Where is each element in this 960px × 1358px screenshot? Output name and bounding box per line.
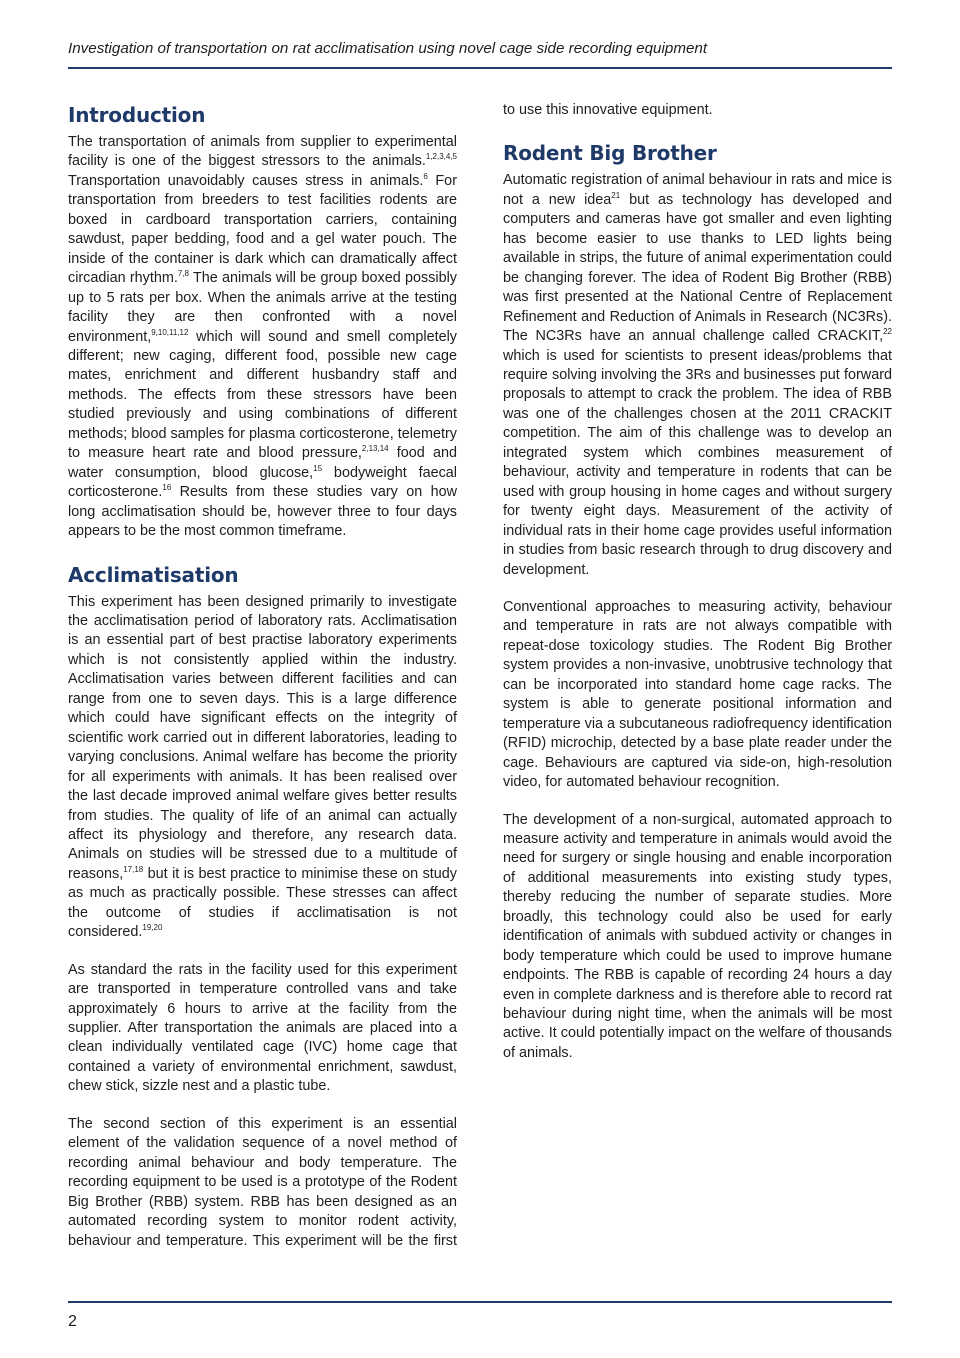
section-gap [503, 120, 892, 138]
text-run: Results from these studies vary on how long acclimatisation should be, however three to four days appears to be the most common timeframe. [68, 484, 457, 540]
introduction-heading: Introduction [68, 103, 206, 127]
citation-ref: 15 [313, 463, 323, 473]
acclimatisation-paragraph-1 [68, 593, 457, 943]
left-column [68, 100, 457, 1251]
right-column [503, 101, 892, 1063]
text-run: Automatic registration of animal behaviour in rats and mice is not a new idea [503, 172, 892, 208]
rodent-big-brother-heading: Rodent Big Brother [503, 141, 717, 166]
column-continuation-space [503, 101, 892, 138]
rbb-paragraph-2: Conventional approaches to measuring activity, behaviour and temperature in rats are not always compatible with repeat-dose toxicology studies. The Rodent Big Brother system provides a non-invasive, unobtrusive technology that can be incorporated into standard home cage racks. The system is able to generate positional information and temperature via a subcutaneous radiofrequency identification (RFID) microchip, detected by a base plate reader under the cage. Behaviours are captured via side-on, high-resolution video, for automated behaviour recognition. [503, 598, 892, 791]
acclimatisation-heading: Acclimatisation [68, 562, 239, 587]
page-number: 2 [68, 1313, 77, 1330]
citation-ref: 7,8 [177, 269, 189, 279]
citation-ref: 21 [611, 190, 621, 200]
citation-ref: 9,10,11,12 [151, 327, 189, 337]
citation-ref: 1,2,3,4,5 [425, 152, 457, 162]
header-rule [68, 67, 892, 69]
acclimatisation-paragraph-2: As standard the rats in the facility used for this experiment are transported in temperature controlled vans and take approximately 6 hours to arrive at the facility from the supplier. After transportation the animals are placed into a clean individually ventilated cage (IVC) home cage that contained a variety of environmental enrichment, sawdust, chew stick, sizzle nest and a plastic tube. [68, 961, 457, 1095]
text-run: The animals will be group boxed possibly up to 5 rats per box. When the animals arrive at the testing facility they are then confronted with a novel environment, [68, 270, 457, 345]
acclimatisation-paragraph-3: The second section of this experiment is an essential element of the validation sequence of a novel method of recording animal behaviour and body temperature. The recording equipment to be used is a prototype of the Rodent Big Brother (RBB) system. RBB has been designed as an automated recording system to monitor rodent activity, behaviour and temperature. This experiment will be the first [68, 1115, 457, 1249]
citation-ref: 16 [162, 483, 172, 493]
text-run: which is used for scientists to present ideas/problems that require solving involving the 3Rs and businesses put forward proposals to attempt to crack the problem. The idea of RBB was one of the challenges chosen at the 2011 CRACKIT competition. The aim of this challenge was to develop an integrated system which combines measurement of behaviour, activity and temperature in rodents that can be used with group housing in home cages and without surgery for twenty eight days. Measurement of the activity of individual rats in their home cage provides useful information in studies from basic research through to drug discovery and development. [503, 347, 892, 578]
text-run: This experiment has been designed primarily to investigate the acclimatisation period of laboratory rats. Acclimatisation is an essential part of best practise laboratory experiments which is not consistently applied within the industry. Acclimatisation varies between different facilities and can range from one to seven days. This is a large difference which could have significant effects on the integrity of scientific work carried out in different laboratories, leading to varying conclusions. Animal welfare has become the priority for all experiments with animals. It has been realised over the last decade improved animal welfare gives better results from studies. The quality of life of an animal can actually affect its physiology and therefore, any research data. Animals on studies will be stressed due to a multitude of reasons, [68, 593, 457, 882]
footer-rule [68, 1301, 892, 1303]
running-header: Investigation of transportation on rat acclimatisation using novel cage side recording equipment [68, 40, 708, 57]
text-run: but it is best practice to minimise these on study as much as practically possible. These stresses can affect the outcome of studies if acclimatisation is not considered. [68, 865, 457, 941]
rbb-paragraph-1 [503, 171, 892, 580]
text-run: The transportation of animals from supplier to experimental facility is one of the biggest stressors to the animals. [68, 134, 457, 170]
text-run: which will sound and smell completely different; new caging, different food, possible new cage mates, enrichment and different husbandry staff and methods. The effects from these stressors have been studied previously and using combinations of different methods; blood samples for plasma corticosterone, telemetry to measure heart rate and blood pressure, [68, 328, 457, 462]
citation-ref: 22 [883, 327, 892, 337]
text-run: For transportation from breeders to test facilities rodents are boxed in cardboard transportation carriers, containing sawdust, paper bedding, food and a gel water pouch. The inside of the container is dark which can dramatically affect circadian rhythm. [68, 172, 457, 287]
citation-ref: 6 [423, 171, 428, 181]
text-run: bodyweight faecal corticosterone. [68, 464, 457, 501]
acclimatisation-paragraph-3-continued: to use this innovative equipment. [503, 102, 713, 118]
rbb-paragraph-3: The development of a non-surgical, automated approach to measure activity and temperature in animals would avoid the need for surgery or single housing and enable incorporation of additional measurements into existing study types, thereby reducing the number of separate studies. More broadly, this technology could also be used for early identification of animals with subdued activity or changes in body temperature which could be used to improve humane endpoints. The RBB is capable of recording 24 hours a day even in complete darkness and is therefore able to record rat behaviour during night time, when the animals will be most active. It could potentially impact on the welfare of thousands of animals. [503, 811, 892, 1061]
citation-ref: 2,13,14 [361, 444, 389, 454]
text-run: but as technology has developed and computers and cameras have got smaller and even lighting has become easier to use thanks to LED lights being available in strips, the future of animal experimentation could be changing forever. The idea of Rodent Big Brother (RBB) was first presented at the National Centre of Replacement Refinement and Reduction of Animals in Research (NC3Rs). The NC3Rs have an annual challenge called CRACKIT, [503, 191, 892, 345]
citation-ref: 19,20 [142, 923, 163, 933]
introduction-paragraph [68, 133, 457, 542]
text-run: food and water consumption, blood glucose, [68, 445, 457, 481]
text-run: Transportation unavoidably causes stress in animals. [68, 172, 424, 189]
citation-ref: 17,18 [123, 864, 144, 874]
